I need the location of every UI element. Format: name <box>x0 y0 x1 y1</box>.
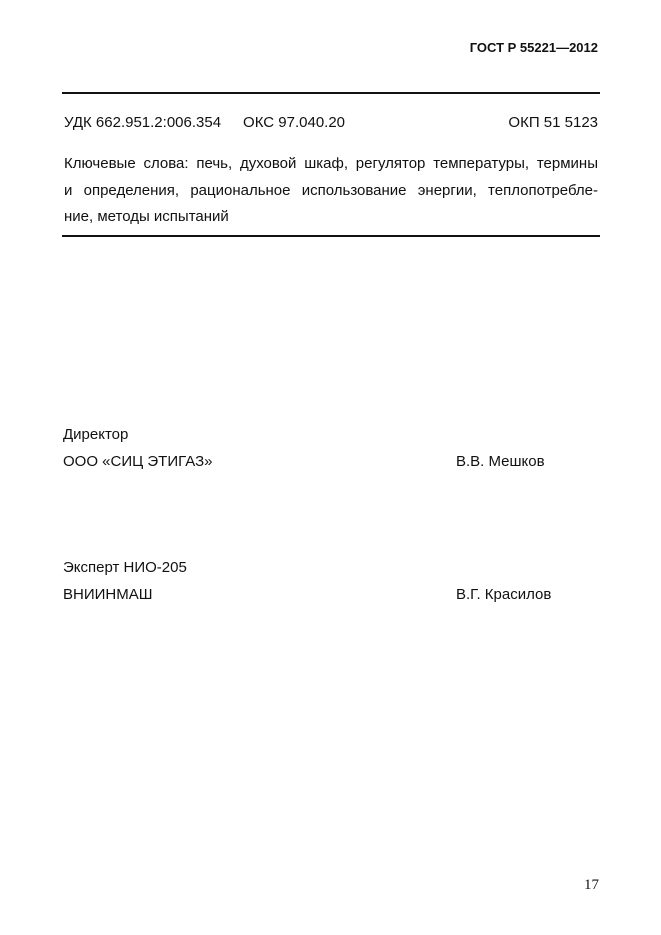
signature-name: В.В. Мешков <box>456 453 545 470</box>
page-number: 17 <box>584 877 599 893</box>
keywords-line: ние, методы испытаний <box>64 208 229 225</box>
keywords-paragraph <box>64 151 598 231</box>
udk-code: УДК 662.951.2:006.354 <box>64 114 222 131</box>
signature-org: ВНИИНМАШ <box>63 586 153 603</box>
top-divider <box>62 92 600 94</box>
signature-org-row <box>63 448 603 475</box>
document-code: ГОСТ Р 55221—2012 <box>469 40 598 55</box>
signature-block-expert <box>63 554 603 608</box>
bottom-divider <box>62 235 600 237</box>
signature-org: ООО «СИЦ ЭТИГАЗ» <box>63 453 213 470</box>
oks-code: ОКС 97.040.20 <box>243 114 346 131</box>
signature-name: В.Г. Красилов <box>456 586 552 603</box>
keywords-line: и определения, рациональное использование энергии, теплопотребле- <box>64 181 598 199</box>
keywords-line: Ключевые слова: печь, духовой шкаф, регулятор температуры, термины <box>64 155 598 172</box>
signature-block-director <box>63 421 603 475</box>
signature-role: Директор <box>63 426 129 443</box>
classification-line <box>64 114 598 131</box>
classification-codes <box>64 114 367 131</box>
signature-org-row <box>63 581 603 608</box>
okp-code: ОКП 51 5123 <box>508 114 598 131</box>
signature-role: Эксперт НИО-205 <box>63 559 187 576</box>
